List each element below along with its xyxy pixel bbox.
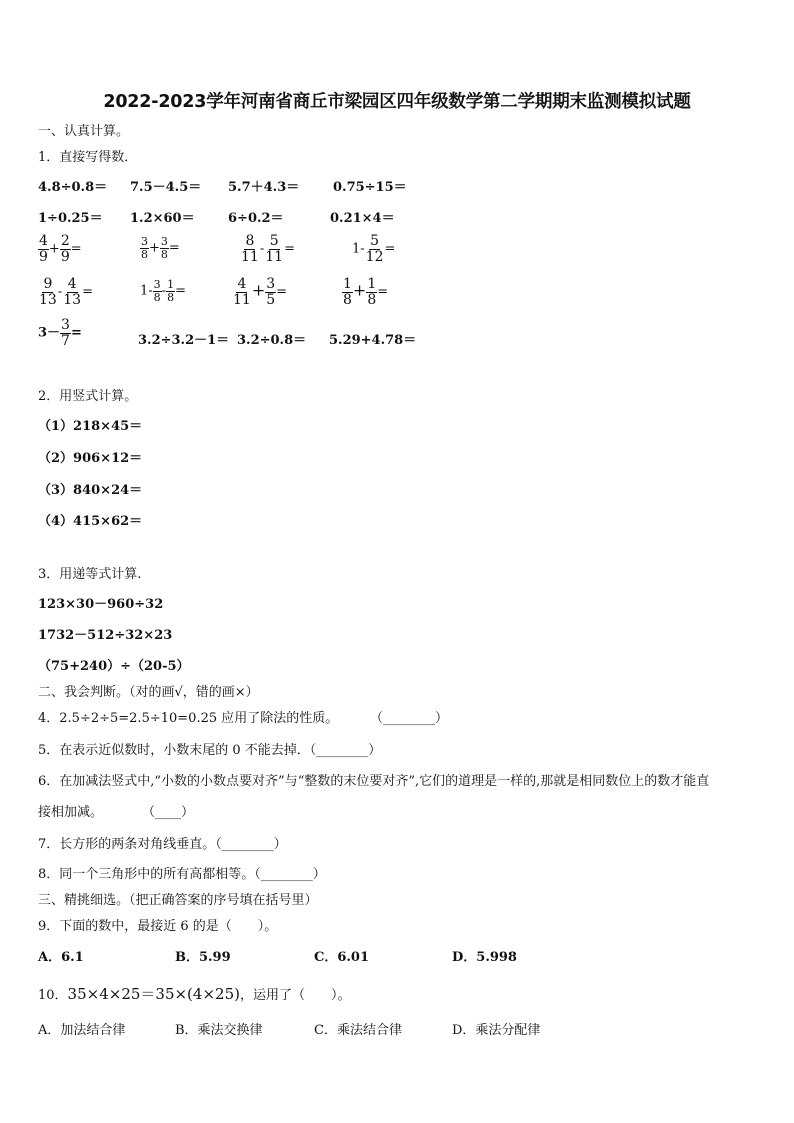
q2-label: 2．用竖式计算。 xyxy=(38,389,138,404)
q6-text-line1: 6．在加减法竖式中,“小数的小数点要对齐”与“整数的末位要对齐”,它们的道理是一样的,那就是相同数位上的数才能直 xyxy=(38,774,710,789)
q1-label: 1．直接写得数． xyxy=(38,150,138,165)
q1-frac-6: 1- $\frac{3}{8}$ - $\frac{1}{8}$ = xyxy=(140,278,186,304)
q10-number: 10． xyxy=(38,988,68,1003)
q1-frac-1: $\frac{4}{9}$ + $\frac{2}{9}$ = xyxy=(39,233,82,265)
q1-r5-c3: 3.2÷0.8＝ xyxy=(237,333,307,348)
q1-r2-c4: 0.21×4＝ xyxy=(330,211,395,226)
q10-formula: 35×4×25＝35×(4×25) xyxy=(67,985,240,1003)
q10-option-b[interactable]: B．乘法交换律 xyxy=(175,1023,263,1038)
q9-text: 9．下面的数中，最接近 6 的是（ ）。 xyxy=(38,919,278,934)
q1-r1-c2: 7.5－4.5＝ xyxy=(130,180,202,195)
q8-text: 8．同一个三角形中的所有高都相等。（________） xyxy=(38,867,326,882)
q9-option-c[interactable]: C．6.01 xyxy=(314,950,370,965)
q1-frac-2: $\frac{3}{8}$ + $\frac{3}{8}$ = xyxy=(141,235,180,261)
q9-option-d[interactable]: D．5.998 xyxy=(452,950,517,965)
q1-frac-7: $\frac{4}{11}$ + $\frac{3}{5}$ = xyxy=(233,276,288,308)
section-heading-calc: 一、认真计算。 xyxy=(38,124,130,139)
q7-text: 7．长方形的两条对角线垂直。（________） xyxy=(38,837,287,852)
q10-option-d[interactable]: D．乘法分配律 xyxy=(452,1023,541,1038)
q1-r1-c1: 4.8÷0.8＝ xyxy=(38,180,108,195)
q9-option-a[interactable]: A．6.1 xyxy=(38,950,84,965)
q6-text-line2: 接相加减。 xyxy=(38,805,104,820)
q1-frac-3: $\frac{8}{11}$ - $\frac{5}{11}$ = xyxy=(241,233,295,265)
q1-r5-c2: 3.2÷3.2－1＝ xyxy=(138,333,230,348)
q1-frac-4: 1- $\frac{5}{12}$ = xyxy=(352,233,396,265)
section-heading-choice: 三、精挑细选。（把正确答案的序号填在括号里） xyxy=(38,893,318,908)
q4-text: 4．2.5÷2÷5=2.5÷10=0.25 应用了除法的性质。 xyxy=(38,711,339,726)
q6-answer-blank[interactable]: （____） xyxy=(142,805,195,820)
q1-frac-9: 3－ $\frac{3}{7}$ = xyxy=(38,317,82,349)
q2-item-2: （2）906×12＝ xyxy=(38,451,143,466)
q10-option-c[interactable]: C．乘法结合律 xyxy=(314,1023,402,1038)
q3-item-1: 123×30－960÷32 xyxy=(38,597,164,612)
q2-item-4: （4）415×62＝ xyxy=(38,514,143,529)
q1-frac-5: $\frac{9}{13}$ - $\frac{4}{13}$ = xyxy=(39,276,93,308)
q3-item-2: 1732－512÷32×23 xyxy=(38,628,173,643)
q1-frac-8: $\frac{1}{8}$ + $\frac{1}{8}$ = xyxy=(343,276,389,308)
q1-r5-c4: 5.29+4.78＝ xyxy=(329,333,417,348)
q10-text xyxy=(38,983,350,1004)
q2-item-1: （1）218×45＝ xyxy=(38,419,143,434)
page-title: 2022-2023学年河南省商丘市梁园区四年级数学第二学期期末监测模拟试题 xyxy=(103,92,691,112)
q10-suffix: ，运用了（ ）。 xyxy=(239,988,351,1003)
q2-item-3: （3）840×24＝ xyxy=(38,483,143,498)
q3-label: 3．用递等式计算. xyxy=(38,567,142,582)
section-heading-judge: 二、我会判断。（对的画√，错的画×） xyxy=(38,685,259,700)
q1-r1-c3: 5.7＋4.3＝ xyxy=(228,180,300,195)
q10-option-a[interactable]: A．加法结合律 xyxy=(38,1023,126,1038)
q1-r2-c1: 1÷0.25＝ xyxy=(38,211,103,226)
q3-item-3: （75+240）÷（20-5） xyxy=(38,659,190,674)
q1-r2-c2: 1.2×60＝ xyxy=(130,211,195,226)
q1-r2-c3: 6÷0.2＝ xyxy=(228,211,284,226)
q4-answer-blank[interactable]: （________） xyxy=(370,711,449,726)
q5-text: 5．在表示近似数时，小数末尾的 0 不能去掉．（________） xyxy=(38,743,382,758)
q9-option-b[interactable]: B．5.99 xyxy=(175,950,231,965)
q1-r1-c4: 0.75÷15＝ xyxy=(333,180,407,195)
